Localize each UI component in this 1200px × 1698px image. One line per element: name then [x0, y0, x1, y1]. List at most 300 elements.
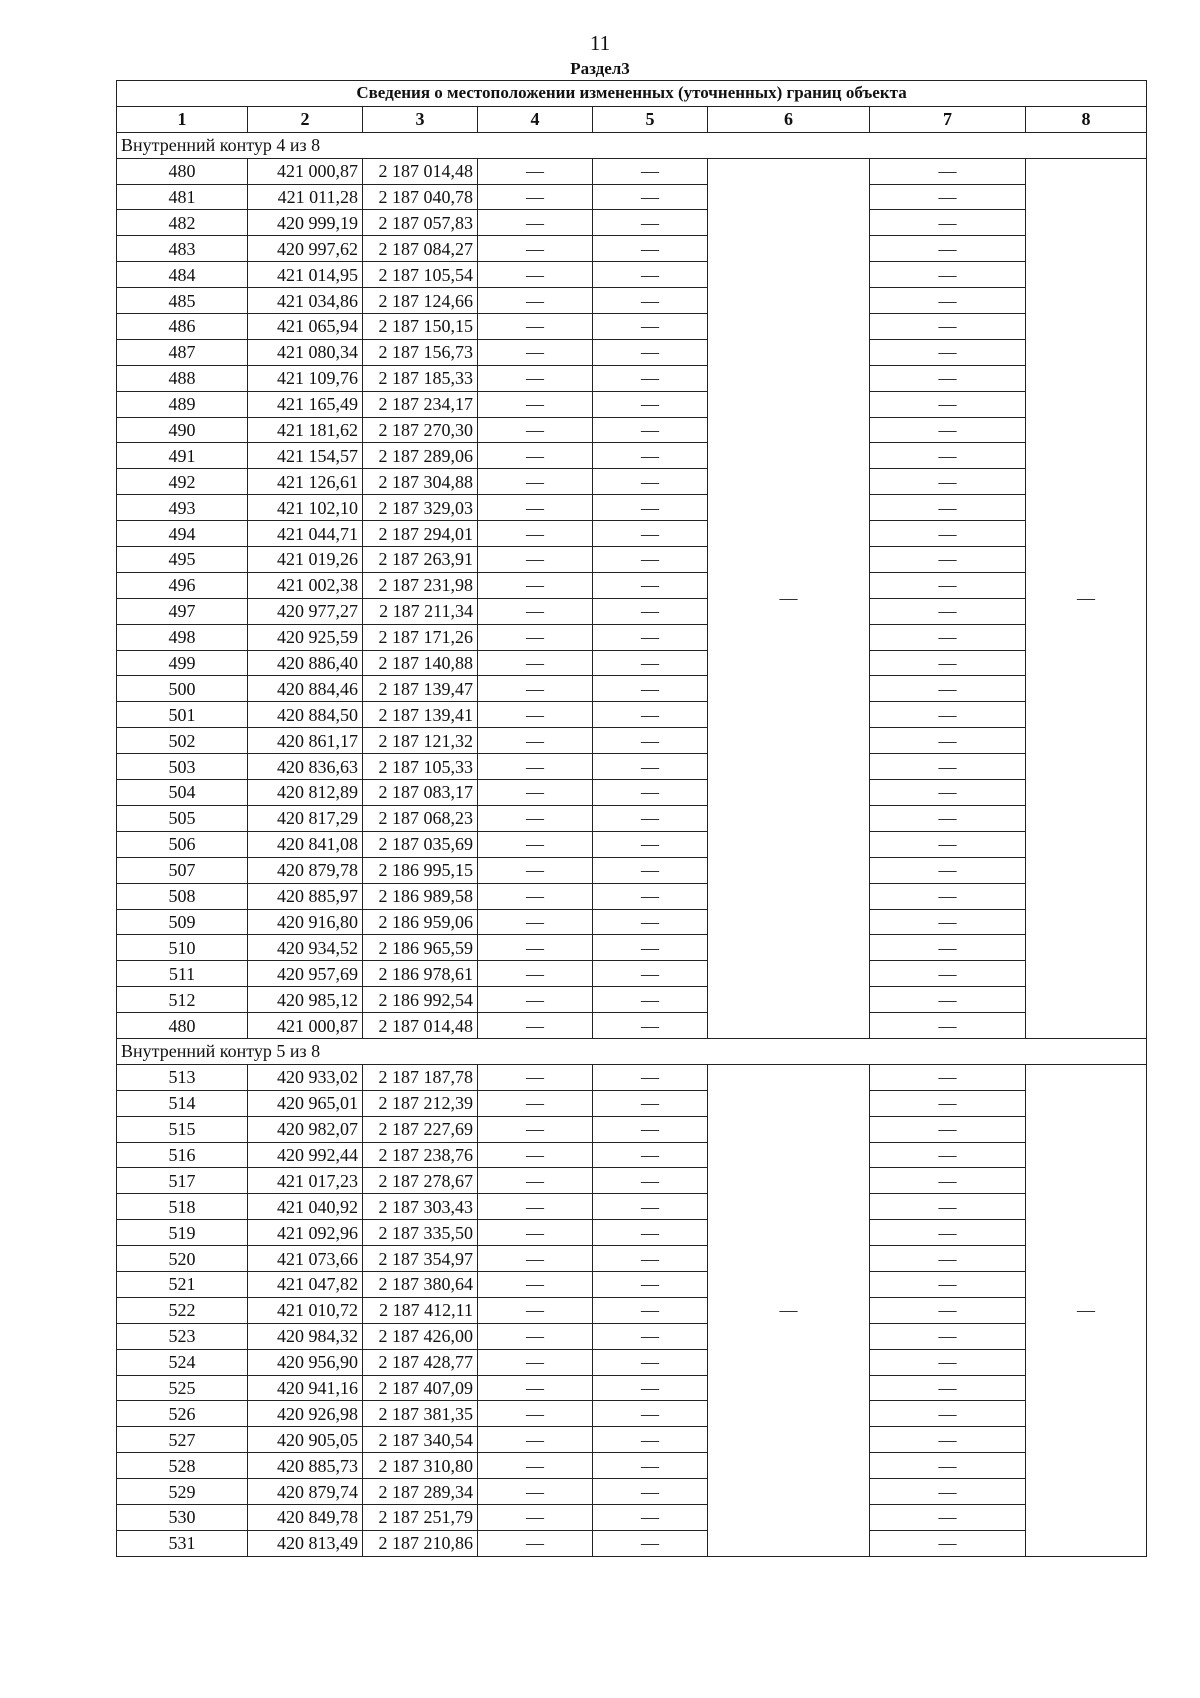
column-5-cell: — [593, 1297, 708, 1323]
table-caption: Сведения о местоположении измененных (уточненных) границ объекта [117, 81, 1147, 107]
x-coordinate-cell: 421 181,62 [248, 417, 363, 443]
column-5-cell: — [593, 391, 708, 417]
column-4-cell: — [478, 1375, 593, 1401]
point-number-cell: 531 [117, 1530, 248, 1556]
y-coordinate-cell: 2 187 105,54 [363, 262, 478, 288]
column-4-cell: — [478, 1427, 593, 1453]
column-7-cell: — [870, 288, 1026, 314]
point-number-cell: 512 [117, 987, 248, 1013]
column-5-cell: — [593, 1479, 708, 1505]
y-coordinate-cell: 2 187 303,43 [363, 1194, 478, 1220]
column-4-cell: — [478, 1246, 593, 1272]
column-7-cell: — [870, 961, 1026, 987]
table-row [117, 1427, 1147, 1453]
x-coordinate-cell: 420 836,63 [248, 754, 363, 780]
column-7-cell: — [870, 521, 1026, 547]
table-row [117, 495, 1147, 521]
column-header-row [117, 106, 1147, 132]
column-5-cell: — [593, 1401, 708, 1427]
column-4-cell: — [478, 210, 593, 236]
column-4-cell: — [478, 1323, 593, 1349]
point-number-cell: 489 [117, 391, 248, 417]
point-number-cell: 517 [117, 1168, 248, 1194]
x-coordinate-cell: 421 017,23 [248, 1168, 363, 1194]
column-7-cell: — [870, 1375, 1026, 1401]
column-4-cell: — [478, 702, 593, 728]
table-row [117, 1375, 1147, 1401]
x-coordinate-cell: 421 019,26 [248, 547, 363, 573]
column-7-cell: — [870, 1194, 1026, 1220]
y-coordinate-cell: 2 187 150,15 [363, 314, 478, 340]
column-4-cell: — [478, 1168, 593, 1194]
column-7-cell: — [870, 417, 1026, 443]
column-5-cell: — [593, 1375, 708, 1401]
x-coordinate-cell: 420 999,19 [248, 210, 363, 236]
point-number-cell: 488 [117, 365, 248, 391]
point-number-cell: 518 [117, 1194, 248, 1220]
column-4-cell: — [478, 365, 593, 391]
column-8-merged-cell: — [1026, 1064, 1147, 1556]
table-row [117, 961, 1147, 987]
column-4-cell: — [478, 521, 593, 547]
column-header: 3 [363, 106, 478, 132]
x-coordinate-cell: 420 985,12 [248, 987, 363, 1013]
y-coordinate-cell: 2 187 340,54 [363, 1427, 478, 1453]
table-row [117, 572, 1147, 598]
column-4-cell: — [478, 339, 593, 365]
x-coordinate-cell: 420 884,50 [248, 702, 363, 728]
page-number: 11 [589, 31, 611, 55]
column-4-cell: — [478, 443, 593, 469]
column-5-cell: — [593, 1246, 708, 1272]
column-5-cell: — [593, 547, 708, 573]
column-7-cell: — [870, 1168, 1026, 1194]
y-coordinate-cell: 2 187 278,67 [363, 1168, 478, 1194]
x-coordinate-cell: 420 926,98 [248, 1401, 363, 1427]
x-coordinate-cell: 421 010,72 [248, 1297, 363, 1323]
x-coordinate-cell: 421 014,95 [248, 262, 363, 288]
column-7-cell: — [870, 987, 1026, 1013]
column-5-cell: — [593, 676, 708, 702]
column-5-cell: — [593, 236, 708, 262]
y-coordinate-cell: 2 187 289,34 [363, 1479, 478, 1505]
column-6-merged-cell: — [708, 1064, 870, 1556]
x-coordinate-cell: 421 040,92 [248, 1194, 363, 1220]
point-number-cell: 496 [117, 572, 248, 598]
table-body [117, 132, 1147, 1556]
x-coordinate-cell: 420 925,59 [248, 624, 363, 650]
table-row [117, 728, 1147, 754]
column-5-cell: — [593, 495, 708, 521]
column-7-cell: — [870, 935, 1026, 961]
column-7-cell: — [870, 1090, 1026, 1116]
table-row [117, 1504, 1147, 1530]
column-4-cell: — [478, 883, 593, 909]
table-row [117, 365, 1147, 391]
point-number-cell: 509 [117, 909, 248, 935]
x-coordinate-cell: 420 905,05 [248, 1427, 363, 1453]
table-row [117, 391, 1147, 417]
point-number-cell: 511 [117, 961, 248, 987]
contour-header-row [117, 1038, 1147, 1064]
column-7-cell: — [870, 1453, 1026, 1479]
column-5-cell: — [593, 780, 708, 806]
x-coordinate-cell: 421 126,61 [248, 469, 363, 495]
column-4-cell: — [478, 1271, 593, 1297]
y-coordinate-cell: 2 187 211,34 [363, 598, 478, 624]
column-5-cell: — [593, 521, 708, 547]
column-5-cell: — [593, 1220, 708, 1246]
x-coordinate-cell: 421 165,49 [248, 391, 363, 417]
table-row [117, 158, 1147, 184]
x-coordinate-cell: 421 073,66 [248, 1246, 363, 1272]
column-4-cell: — [478, 495, 593, 521]
column-7-cell: — [870, 831, 1026, 857]
x-coordinate-cell: 420 879,78 [248, 857, 363, 883]
column-7-cell: — [870, 339, 1026, 365]
y-coordinate-cell: 2 187 294,01 [363, 521, 478, 547]
column-7-cell: — [870, 598, 1026, 624]
point-number-cell: 516 [117, 1142, 248, 1168]
column-5-cell: — [593, 1349, 708, 1375]
y-coordinate-cell: 2 187 289,06 [363, 443, 478, 469]
table-row [117, 1349, 1147, 1375]
table-row [117, 547, 1147, 573]
y-coordinate-cell: 2 187 238,76 [363, 1142, 478, 1168]
column-5-cell: — [593, 883, 708, 909]
point-number-cell: 528 [117, 1453, 248, 1479]
y-coordinate-cell: 2 187 121,32 [363, 728, 478, 754]
y-coordinate-cell: 2 187 068,23 [363, 805, 478, 831]
contour-title: Внутренний контур 5 из 8 [117, 1038, 1147, 1064]
column-4-cell: — [478, 288, 593, 314]
point-number-cell: 515 [117, 1116, 248, 1142]
x-coordinate-cell: 421 047,82 [248, 1271, 363, 1297]
boundary-coordinates-table [116, 80, 1147, 1557]
column-7-cell: — [870, 365, 1026, 391]
column-7-cell: — [870, 624, 1026, 650]
table-row [117, 754, 1147, 780]
column-4-cell: — [478, 1142, 593, 1168]
x-coordinate-cell: 420 956,90 [248, 1349, 363, 1375]
table-row [117, 1194, 1147, 1220]
point-number-cell: 522 [117, 1297, 248, 1323]
y-coordinate-cell: 2 187 412,11 [363, 1297, 478, 1323]
table-row [117, 288, 1147, 314]
column-7-cell: — [870, 1401, 1026, 1427]
column-4-cell: — [478, 547, 593, 573]
column-4-cell: — [478, 728, 593, 754]
x-coordinate-cell: 420 957,69 [248, 961, 363, 987]
x-coordinate-cell: 421 065,94 [248, 314, 363, 340]
column-5-cell: — [593, 1116, 708, 1142]
column-7-cell: — [870, 1246, 1026, 1272]
column-7-cell: — [870, 262, 1026, 288]
column-5-cell: — [593, 935, 708, 961]
y-coordinate-cell: 2 187 335,50 [363, 1220, 478, 1246]
x-coordinate-cell: 420 885,97 [248, 883, 363, 909]
column-7-cell: — [870, 210, 1026, 236]
column-4-cell: — [478, 417, 593, 443]
table-row [117, 676, 1147, 702]
x-coordinate-cell: 420 934,52 [248, 935, 363, 961]
x-coordinate-cell: 420 884,46 [248, 676, 363, 702]
column-7-cell: — [870, 754, 1026, 780]
column-8-merged-cell: — [1026, 158, 1147, 1038]
table-row [117, 1323, 1147, 1349]
point-number-cell: 500 [117, 676, 248, 702]
x-coordinate-cell: 421 011,28 [248, 184, 363, 210]
point-number-cell: 486 [117, 314, 248, 340]
column-4-cell: — [478, 1297, 593, 1323]
y-coordinate-cell: 2 186 965,59 [363, 935, 478, 961]
column-5-cell: — [593, 1064, 708, 1090]
table-row [117, 1401, 1147, 1427]
table-row [117, 1064, 1147, 1090]
column-header: 1 [117, 106, 248, 132]
column-7-cell: — [870, 184, 1026, 210]
column-7-cell: — [870, 1013, 1026, 1039]
column-7-cell: — [870, 650, 1026, 676]
column-7-cell: — [870, 1323, 1026, 1349]
y-coordinate-cell: 2 187 187,78 [363, 1064, 478, 1090]
column-4-cell: — [478, 935, 593, 961]
table-row [117, 1530, 1147, 1556]
point-number-cell: 505 [117, 805, 248, 831]
column-header: 5 [593, 106, 708, 132]
column-5-cell: — [593, 1194, 708, 1220]
point-number-cell: 498 [117, 624, 248, 650]
column-4-cell: — [478, 391, 593, 417]
table-row [117, 1479, 1147, 1505]
column-5-cell: — [593, 728, 708, 754]
point-number-cell: 521 [117, 1271, 248, 1297]
column-7-cell: — [870, 1064, 1026, 1090]
column-5-cell: — [593, 650, 708, 676]
column-5-cell: — [593, 339, 708, 365]
column-4-cell: — [478, 469, 593, 495]
section-title: Раздел3 [570, 59, 630, 78]
column-5-cell: — [593, 288, 708, 314]
x-coordinate-cell: 421 080,34 [248, 339, 363, 365]
point-number-cell: 529 [117, 1479, 248, 1505]
column-5-cell: — [593, 314, 708, 340]
column-4-cell: — [478, 857, 593, 883]
y-coordinate-cell: 2 187 035,69 [363, 831, 478, 857]
y-coordinate-cell: 2 186 995,15 [363, 857, 478, 883]
column-4-cell: — [478, 1090, 593, 1116]
column-4-cell: — [478, 1064, 593, 1090]
column-header: 6 [708, 106, 870, 132]
table-row [117, 262, 1147, 288]
x-coordinate-cell: 421 092,96 [248, 1220, 363, 1246]
x-coordinate-cell: 420 812,89 [248, 780, 363, 806]
column-4-cell: — [478, 624, 593, 650]
column-5-cell: — [593, 210, 708, 236]
point-number-cell: 519 [117, 1220, 248, 1246]
column-5-cell: — [593, 1271, 708, 1297]
column-5-cell: — [593, 365, 708, 391]
column-4-cell: — [478, 184, 593, 210]
column-4-cell: — [478, 1013, 593, 1039]
column-5-cell: — [593, 158, 708, 184]
x-coordinate-cell: 421 034,86 [248, 288, 363, 314]
x-coordinate-cell: 421 154,57 [248, 443, 363, 469]
column-5-cell: — [593, 1168, 708, 1194]
point-number-cell: 483 [117, 236, 248, 262]
column-5-cell: — [593, 1090, 708, 1116]
column-7-cell: — [870, 883, 1026, 909]
x-coordinate-cell: 421 109,76 [248, 365, 363, 391]
column-5-cell: — [593, 262, 708, 288]
column-4-cell: — [478, 1453, 593, 1479]
column-5-cell: — [593, 1504, 708, 1530]
column-4-cell: — [478, 805, 593, 831]
point-number-cell: 530 [117, 1504, 248, 1530]
table-row [117, 314, 1147, 340]
column-7-cell: — [870, 443, 1026, 469]
y-coordinate-cell: 2 187 304,88 [363, 469, 478, 495]
table-row [117, 1271, 1147, 1297]
column-5-cell: — [593, 1427, 708, 1453]
table-row [117, 236, 1147, 262]
point-number-cell: 525 [117, 1375, 248, 1401]
column-7-cell: — [870, 1479, 1026, 1505]
point-number-cell: 526 [117, 1401, 248, 1427]
column-7-cell: — [870, 1504, 1026, 1530]
column-5-cell: — [593, 831, 708, 857]
table-row [117, 1168, 1147, 1194]
column-7-cell: — [870, 857, 1026, 883]
point-number-cell: 520 [117, 1246, 248, 1272]
y-coordinate-cell: 2 187 231,98 [363, 572, 478, 598]
column-7-cell: — [870, 702, 1026, 728]
column-5-cell: — [593, 1013, 708, 1039]
y-coordinate-cell: 2 186 992,54 [363, 987, 478, 1013]
column-7-cell: — [870, 1142, 1026, 1168]
column-5-cell: — [593, 1323, 708, 1349]
table-row [117, 831, 1147, 857]
table-row [117, 1090, 1147, 1116]
table-row [117, 702, 1147, 728]
point-number-cell: 507 [117, 857, 248, 883]
x-coordinate-cell: 421 044,71 [248, 521, 363, 547]
column-7-cell: — [870, 572, 1026, 598]
column-7-cell: — [870, 314, 1026, 340]
y-coordinate-cell: 2 187 124,66 [363, 288, 478, 314]
y-coordinate-cell: 2 187 139,41 [363, 702, 478, 728]
point-number-cell: 527 [117, 1427, 248, 1453]
table-row [117, 624, 1147, 650]
table-row [117, 1297, 1147, 1323]
x-coordinate-cell: 421 002,38 [248, 572, 363, 598]
column-5-cell: — [593, 1530, 708, 1556]
x-coordinate-cell: 420 849,78 [248, 1504, 363, 1530]
column-5-cell: — [593, 961, 708, 987]
table-row [117, 883, 1147, 909]
contour-title: Внутренний контур 4 из 8 [117, 132, 1147, 158]
column-header: 8 [1026, 106, 1147, 132]
column-7-cell: — [870, 1427, 1026, 1453]
y-coordinate-cell: 2 187 014,48 [363, 1013, 478, 1039]
x-coordinate-cell: 420 916,80 [248, 909, 363, 935]
column-5-cell: — [593, 805, 708, 831]
table-row [117, 857, 1147, 883]
x-coordinate-cell: 420 817,29 [248, 805, 363, 831]
column-5-cell: — [593, 624, 708, 650]
column-5-cell: — [593, 184, 708, 210]
column-4-cell: — [478, 572, 593, 598]
column-7-cell: — [870, 391, 1026, 417]
table-row [117, 521, 1147, 547]
y-coordinate-cell: 2 187 380,64 [363, 1271, 478, 1297]
point-number-cell: 514 [117, 1090, 248, 1116]
column-7-cell: — [870, 1271, 1026, 1297]
column-4-cell: — [478, 1220, 593, 1246]
table-row [117, 598, 1147, 624]
table-row [117, 184, 1147, 210]
column-5-cell: — [593, 857, 708, 883]
table-row [117, 1142, 1147, 1168]
x-coordinate-cell: 420 813,49 [248, 1530, 363, 1556]
point-number-cell: 513 [117, 1064, 248, 1090]
column-5-cell: — [593, 909, 708, 935]
point-number-cell: 495 [117, 547, 248, 573]
y-coordinate-cell: 2 187 212,39 [363, 1090, 478, 1116]
column-header: 4 [478, 106, 593, 132]
column-4-cell: — [478, 987, 593, 1013]
x-coordinate-cell: 421 102,10 [248, 495, 363, 521]
column-4-cell: — [478, 754, 593, 780]
table-row [117, 805, 1147, 831]
y-coordinate-cell: 2 187 156,73 [363, 339, 478, 365]
y-coordinate-cell: 2 186 959,06 [363, 909, 478, 935]
x-coordinate-cell: 420 977,27 [248, 598, 363, 624]
column-header: 7 [870, 106, 1026, 132]
column-4-cell: — [478, 1116, 593, 1142]
y-coordinate-cell: 2 186 989,58 [363, 883, 478, 909]
column-4-cell: — [478, 676, 593, 702]
column-7-cell: — [870, 780, 1026, 806]
table-row [117, 339, 1147, 365]
point-number-cell: 523 [117, 1323, 248, 1349]
x-coordinate-cell: 420 982,07 [248, 1116, 363, 1142]
column-header: 2 [248, 106, 363, 132]
column-7-cell: — [870, 158, 1026, 184]
table-row [117, 210, 1147, 236]
column-4-cell: — [478, 1194, 593, 1220]
table-row [117, 780, 1147, 806]
y-coordinate-cell: 2 187 057,83 [363, 210, 478, 236]
y-coordinate-cell: 2 187 014,48 [363, 158, 478, 184]
column-7-cell: — [870, 1220, 1026, 1246]
y-coordinate-cell: 2 187 354,97 [363, 1246, 478, 1272]
column-5-cell: — [593, 469, 708, 495]
table-row [117, 443, 1147, 469]
y-coordinate-cell: 2 187 139,47 [363, 676, 478, 702]
column-5-cell: — [593, 443, 708, 469]
point-number-cell: 503 [117, 754, 248, 780]
column-7-cell: — [870, 236, 1026, 262]
column-7-cell: — [870, 728, 1026, 754]
y-coordinate-cell: 2 187 407,09 [363, 1375, 478, 1401]
column-4-cell: — [478, 1401, 593, 1427]
column-7-cell: — [870, 469, 1026, 495]
column-7-cell: — [870, 1297, 1026, 1323]
column-5-cell: — [593, 598, 708, 624]
x-coordinate-cell: 420 997,62 [248, 236, 363, 262]
column-4-cell: — [478, 831, 593, 857]
